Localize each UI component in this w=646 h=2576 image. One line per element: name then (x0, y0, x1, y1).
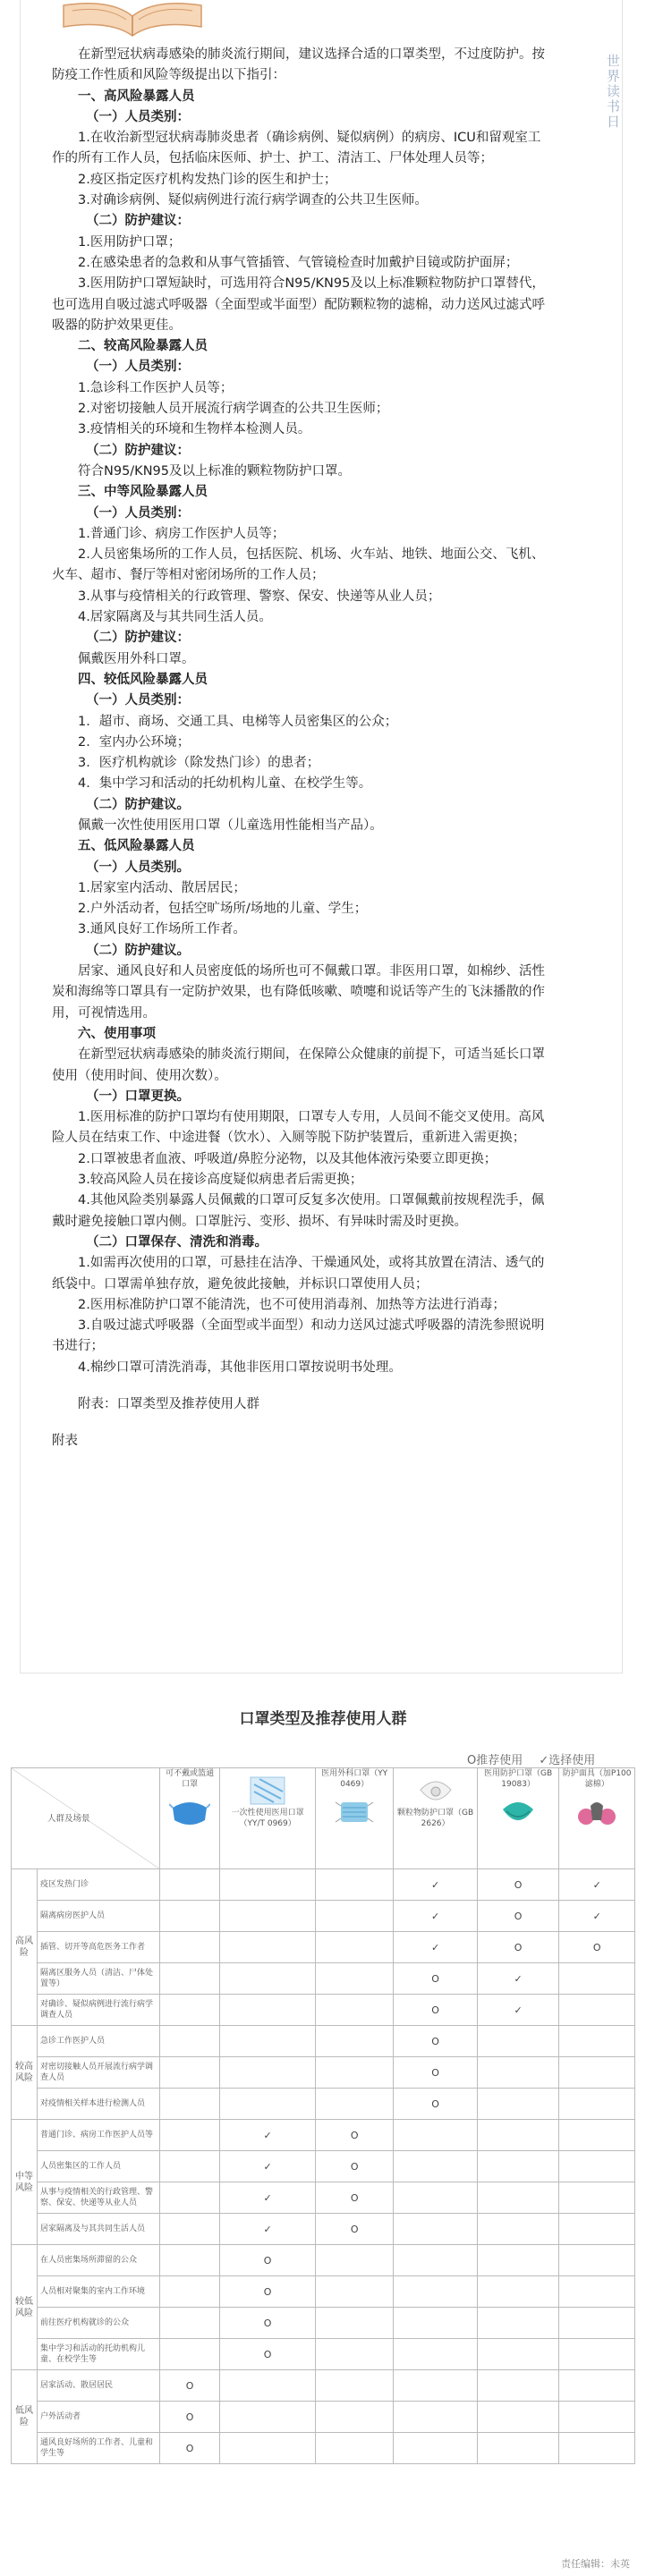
recommendation-mark (394, 2433, 477, 2464)
section-heading: 六、使用事项 (78, 1026, 156, 1041)
recommendation-mark: O (160, 2370, 220, 2402)
paragraph: 2.口罩被患者血液、呼吸道/鼻腔分泌物，以及其他体液污染要立即更换； (78, 1151, 497, 1166)
medical-mask-icon (497, 1795, 539, 1829)
recommendation-mark: O (316, 2214, 394, 2245)
table-row (12, 2402, 635, 2433)
table-row (12, 2433, 635, 2464)
scenario-label: 人员相对聚集的室内工作环境 (38, 2276, 160, 2308)
table-row (12, 2339, 635, 2370)
table-row (12, 2026, 635, 2057)
scenario-label: 人员密集区的工作人员 (38, 2151, 160, 2182)
recommendation-mark: O (394, 1963, 477, 1995)
paragraph: 佩戴医用外科口罩。 (78, 651, 195, 666)
risk-category: 较低风险 (12, 2245, 38, 2370)
blue-mask-icon (169, 1795, 210, 1829)
table-row (12, 2308, 635, 2339)
recommendation-mark: O (477, 1932, 559, 1963)
recommendation-mark: O (477, 1901, 559, 1932)
recommendation-mark: O (220, 2245, 316, 2276)
respirator-mask-icon (576, 1795, 617, 1829)
recommendation-mark (477, 2026, 559, 2057)
risk-category: 高风险 (12, 1869, 38, 2026)
paragraph: 2.人员密集场所的工作人员，包括医院、机场、火车站、地铁、地面公交、飞机、火车、超市、餐厅等相对密闭场所的工作人员； (52, 547, 545, 583)
section-heading: （一）人员类别： (86, 693, 190, 708)
recommendation-mark: ✓ (220, 2214, 316, 2245)
recommendation-mark: ✓ (559, 1869, 635, 1901)
recommendation-mark (559, 2120, 635, 2151)
recommendation-mark (316, 2402, 394, 2433)
column-header-n95: 颗粒物防护口罩（GB 2626） (394, 1768, 477, 1869)
recommendation-mark (316, 2026, 394, 2057)
section-heading: （二）口罩保存、清洗和消毒。 (86, 1234, 268, 1250)
recommendation-mark: O (316, 2151, 394, 2182)
scenario-label: 隔离病房医护人员 (38, 1901, 160, 1932)
paragraph: 3.自吸过滤式呼吸器（全面型或半面型）和动力送风过滤式呼吸器的清洗参照说明书进行； (52, 1318, 545, 1354)
paragraph: 3.通风良好工作场所工作者。 (78, 922, 246, 937)
recommendation-mark (394, 2370, 477, 2402)
recommendation-mark (160, 2276, 220, 2308)
table-row (12, 2245, 635, 2276)
column-header-respirator: 防护面具（加P100滤棉） (559, 1768, 635, 1869)
table-row (12, 1869, 635, 1901)
paragraph: 居家、通风良好和人员密度低的场所也可不佩戴口罩。非医用口罩，如棉纱、活性炭和海绵等口罩具有一定防护效果，也有降低咳嗽、喷嚏和说话等产生的飞沫播散的作用，可视情选用。 (52, 964, 545, 1021)
recommendation-mark (220, 1932, 316, 1963)
recommendation-mark (160, 2057, 220, 2089)
column-header-medical: 医用防护口罩（GB 19083） (477, 1768, 559, 1869)
recommendation-mark (160, 2120, 220, 2151)
book-decoration-icon (56, 0, 208, 38)
table-row (12, 2089, 635, 2120)
scenario-label: 对密切接触人员开展流行病学调查人员 (38, 2057, 160, 2089)
recommendation-mark (477, 2433, 559, 2464)
recommendation-mark (394, 2214, 477, 2245)
recommendation-mark (316, 2308, 394, 2339)
recommendation-mark: O (316, 2182, 394, 2214)
recommendation-mark (160, 2089, 220, 2120)
pack-mask-icon (247, 1774, 288, 1808)
recommendation-mark: O (394, 2057, 477, 2089)
recommendation-mark: ✓ (394, 1932, 477, 1963)
scenario-label: 普通门诊、病房工作医护人员等 (38, 2120, 160, 2151)
scenario-label: 户外活动者 (38, 2402, 160, 2433)
recommendation-mark (559, 2182, 635, 2214)
section-heading: （二）防护建议。 (86, 797, 190, 812)
recommendation-mark: O (316, 2120, 394, 2151)
section-heading: （二）防护建议： (86, 214, 190, 229)
recommendation-mark: O (394, 1995, 477, 2026)
paragraph: 4.居家隔离及与其共同生活人员。 (78, 610, 272, 625)
recommendation-mark (160, 1995, 220, 2026)
n95-mask-icon (415, 1774, 456, 1808)
recommendation-mark (316, 1901, 394, 1932)
paragraph: 1.医用标准的防护口罩均有使用期限，口罩专人专用，人员间不能交叉使用。高风险人员在结束工作、中途进餐（饮水）、入厕等脱下防护装置后，重新进入需更换； (52, 1110, 545, 1146)
column-header-blue: 可不戴或篮通口罩 (160, 1768, 220, 1869)
table-row (12, 1995, 635, 2026)
section-heading: （二）防护建议。 (86, 943, 190, 958)
paragraph: 1．超市、商场、交通工具、电梯等人员密集区的公众； (78, 714, 398, 729)
recommendation-mark (477, 2089, 559, 2120)
paragraph: 1.普通门诊、病房工作医护人员等； (78, 526, 285, 541)
recommendation-mark (160, 1901, 220, 1932)
section-heading: 五、低风险暴露人员 (78, 839, 195, 854)
table-row (12, 2151, 635, 2182)
mask-recommendation-table (11, 1767, 635, 2464)
recommendation-mark (220, 2089, 316, 2120)
recommendation-mark (316, 1869, 394, 1901)
section-heading: 三、中等风险暴露人员 (78, 485, 208, 500)
paragraph: 1.如需再次使用的口罩，可悬挂在洁净、干燥通风处，或将其放置在清洁、透气的纸袋中。口罩需单独存放，避免彼此接触，并标识口罩使用人员； (52, 1256, 545, 1292)
scenario-label: 插管、切开等高危医务工作者 (38, 1932, 160, 1963)
table-row (12, 1901, 635, 1932)
table-row (12, 1932, 635, 1963)
section-heading: （一）人员类别： (86, 360, 190, 375)
scenario-label: 从事与疫情相关的行政管理、警察、保安、快递等从业人员 (38, 2182, 160, 2214)
scenario-label: 在人员密集场所滞留的公众 (38, 2245, 160, 2276)
recommendation-mark: O (394, 2026, 477, 2057)
section-heading: 二、较高风险暴露人员 (78, 339, 208, 354)
recommendation-mark: ✓ (477, 1995, 559, 2026)
paragraph: 3.医用防护口罩短缺时，可选用符合N95/KN95及以上标准颗粒物防护口罩替代，也可选用自吸过滤式呼吸器（全面型或半面型）配防颗粒物的滤棉，动力送风过滤式呼吸器的防护效果更佳。 (52, 276, 545, 333)
column-header-pack: 一次性使用医用口罩（YY/T 0969） (220, 1768, 316, 1869)
table-row (12, 2182, 635, 2214)
section-heading: （一）人员类别： (86, 109, 190, 124)
recommendation-mark (477, 2120, 559, 2151)
paragraph: 3.从事与疫情相关的行政管理、警察、保安、快递等从业人员； (78, 589, 441, 604)
paragraph: 2.在感染患者的急救和从事气管插管、气管镜检查时加戴护目镜或防护面屏； (78, 255, 519, 270)
paragraph: 在新型冠状病毒感染的肺炎流行期间，建议选择合适的口罩类型，不过度防护。按防疫工作性质和风险等级提出以下指引： (52, 47, 545, 83)
recommendation-mark (160, 2214, 220, 2245)
paragraph: 在新型冠状病毒感染的肺炎流行期间，在保障公众健康的前提下，可适当延长口罩使用（使用时间、使用次数）。 (52, 1047, 545, 1083)
recommendation-mark (559, 2276, 635, 2308)
recommendation-mark (394, 2182, 477, 2214)
recommendation-mark (316, 2276, 394, 2308)
column-header-surgical: 医用外科口罩（YY 0469） (316, 1768, 394, 1869)
recommendation-mark (160, 2182, 220, 2214)
recommendation-mark: O (394, 2089, 477, 2120)
recommendation-mark (160, 1963, 220, 1995)
table-row (12, 2214, 635, 2245)
recommendation-mark (394, 2276, 477, 2308)
recommendation-mark: O (220, 2308, 316, 2339)
paragraph: 2.对密切接触人员开展流行病学调查的公共卫生医师； (78, 402, 389, 417)
recommendation-mark (559, 2245, 635, 2276)
recommendation-mark (316, 1932, 394, 1963)
table-row (12, 2370, 635, 2402)
recommendation-mark (316, 2057, 394, 2089)
scenario-label: 通风良好场所的工作者、儿童和学生等 (38, 2433, 160, 2464)
recommendation-mark: ✓ (220, 2151, 316, 2182)
risk-category: 低风险 (12, 2370, 38, 2464)
attachment-caption: 附表：口罩类型及推荐使用人群 (78, 1397, 259, 1411)
recommendation-mark (559, 2089, 635, 2120)
paragraph: 1.居家室内活动、散居居民； (78, 880, 246, 895)
section-heading: 四、较低风险暴露人员 (78, 672, 208, 687)
recommendation-mark (394, 2151, 477, 2182)
recommendation-mark (160, 1932, 220, 1963)
table-row (12, 2276, 635, 2308)
recommendation-mark (316, 1995, 394, 2026)
recommendation-mark (316, 1963, 394, 1995)
recommendation-mark (220, 1869, 316, 1901)
recommendation-mark (477, 2214, 559, 2245)
scenario-label: 隔离区服务人员（清洁、尸体处置等） (38, 1963, 160, 1995)
table-corner-header: 人群及场景 (12, 1768, 160, 1869)
surgical-mask-icon (334, 1795, 375, 1829)
attachment-label: 附表 (52, 1434, 78, 1449)
recommendation-mark (477, 2402, 559, 2433)
scenario-label: 居家隔离及与其共同生活人员 (38, 2214, 160, 2245)
recommendation-mark (160, 2026, 220, 2057)
paragraph: 4.棉纱口罩可清洗消毒，其他非医用口罩按说明书处理。 (78, 1360, 402, 1375)
paragraph: 2.疫区指定医疗机构发热门诊的医生和护士； (78, 172, 337, 187)
recommendation-mark: O (559, 1932, 635, 1963)
recommendation-mark (316, 2089, 394, 2120)
table-row (12, 2120, 635, 2151)
recommendation-mark: O (220, 2276, 316, 2308)
recommendation-mark (559, 2433, 635, 2464)
recommendation-mark (477, 2339, 559, 2370)
paragraph: 2.医用标准防护口罩不能清洗，也不可使用消毒剂、加热等方法进行消毒； (78, 1297, 506, 1312)
document-body (52, 45, 549, 1453)
recommendation-mark (559, 2057, 635, 2089)
scenario-label: 居家活动、散居居民 (38, 2370, 160, 2402)
recommendation-mark: ✓ (477, 1963, 559, 1995)
paragraph: 4．集中学习和活动的托幼机构儿童、在校学生等。 (78, 776, 372, 792)
paragraph: 3.较高风险人员在接诊高度疑似病患者后需更换； (78, 1173, 363, 1188)
recommendation-mark (559, 2026, 635, 2057)
recommendation-mark (394, 2245, 477, 2276)
recommendation-mark (160, 2339, 220, 2370)
recommendation-mark (394, 2120, 477, 2151)
paragraph: 4.其他风险类别暴露人员佩戴的口罩可反复多次使用。口罩佩戴前按规程洗手，佩戴时避免接触口罩内侧。口罩脏污、变形、损坏、有异味时需及时更换。 (52, 1193, 545, 1229)
recommendation-mark (220, 2433, 316, 2464)
recommendation-mark: ✓ (394, 1869, 477, 1901)
paragraph: 佩戴一次性使用医用口罩（儿童选用性能相当产品）。 (78, 818, 383, 833)
recommendation-mark (477, 2308, 559, 2339)
recommendation-mark: ✓ (220, 2120, 316, 2151)
recommendation-mark (559, 1995, 635, 2026)
section-heading: （一）人员类别： (86, 505, 190, 521)
recommendation-mark (477, 2370, 559, 2402)
recommendation-mark (316, 2339, 394, 2370)
paragraph: 3.对确诊病例、疑似病例进行流行病学调查的公共卫生医师。 (78, 193, 428, 208)
risk-category: 较高风险 (12, 2026, 38, 2120)
recommendation-mark (160, 2308, 220, 2339)
risk-category: 中等风险 (12, 2120, 38, 2245)
table-legend (467, 1750, 608, 1767)
recommendation-mark (394, 2308, 477, 2339)
scenario-label: 疫区发热门诊 (38, 1869, 160, 1901)
recommendation-mark (559, 2308, 635, 2339)
recommendation-mark (220, 2026, 316, 2057)
table-row (12, 2057, 635, 2089)
recommendation-mark (160, 2245, 220, 2276)
recommendation-mark (477, 2276, 559, 2308)
table-row (12, 1963, 635, 1995)
recommendation-mark (559, 2214, 635, 2245)
recommendation-mark (220, 2402, 316, 2433)
recommendation-mark: ✓ (394, 1901, 477, 1932)
recommendation-mark (316, 2370, 394, 2402)
section-heading: （一）口罩更换。 (86, 1089, 190, 1104)
paragraph: 符合N95/KN95及以上标准的颗粒物防护口罩。 (78, 463, 351, 479)
recommendation-mark (559, 1963, 635, 1995)
section-heading: （二）防护建议： (86, 443, 190, 458)
recommendation-mark (220, 2057, 316, 2089)
recommendation-mark (477, 2245, 559, 2276)
recommendation-mark: ✓ (220, 2182, 316, 2214)
recommendation-mark (559, 2370, 635, 2402)
paragraph: 2.户外活动者，包括空旷场所/场地的儿童、学生； (78, 902, 368, 917)
table-title: 口罩类型及推荐使用人群 (239, 1710, 407, 1728)
recommendation-mark (394, 2339, 477, 2370)
recommendation-mark (394, 2402, 477, 2433)
recommendation-mark (220, 1995, 316, 2026)
scenario-label: 对确诊、疑似病例进行流行病学调查人员 (38, 1995, 160, 2026)
recommendation-mark (160, 1869, 220, 1901)
paragraph: 3．医疗机构就诊（除发热门诊）的患者； (78, 756, 320, 771)
recommendation-mark: O (220, 2339, 316, 2370)
recommendation-mark (220, 1963, 316, 1995)
scenario-label: 对疫情相关样本进行检测人员 (38, 2089, 160, 2120)
recommendation-mark: O (477, 1869, 559, 1901)
paragraph: 1.医用防护口罩； (78, 234, 182, 250)
recommendation-mark (316, 2245, 394, 2276)
legend-optional: ✓选择使用 (539, 1754, 596, 1767)
recommendation-mark (220, 1901, 316, 1932)
recommendation-mark (559, 2339, 635, 2370)
recommendation-mark: O (160, 2433, 220, 2464)
side-title: 世界读书日 (605, 54, 621, 130)
legend-recommended: O推荐使用 (467, 1754, 523, 1767)
recommendation-mark (477, 2151, 559, 2182)
scenario-label: 集中学习和活动的托幼机构儿童、在校学生等 (38, 2339, 160, 2370)
editor-credit: 责任编辑：未英 (561, 2558, 630, 2570)
section-heading: 一、高风险暴露人员 (78, 89, 195, 104)
paragraph: 1.在收治新型冠状病毒肺炎患者（确诊病例、疑似病例）的病房、ICU和留观室工作的所有工作人员，包括临床医师、护士、护工、清洁工、尸体处理人员等； (52, 131, 541, 166)
section-heading: （一）人员类别。 (86, 860, 190, 875)
recommendation-mark (220, 2370, 316, 2402)
recommendation-mark: O (160, 2402, 220, 2433)
paragraph: 2．室内办公环境； (78, 734, 191, 750)
section-heading: （二）防护建议： (86, 631, 190, 646)
scenario-label: 前往医疗机构就诊的公众 (38, 2308, 160, 2339)
recommendation-mark (559, 2151, 635, 2182)
recommendation-mark (477, 2057, 559, 2089)
recommendation-mark: ✓ (559, 1901, 635, 1932)
recommendation-mark (559, 2402, 635, 2433)
paragraph: 3.疫情相关的环境和生物样本检测人员。 (78, 422, 311, 437)
paragraph: 1.急诊科工作医护人员等； (78, 380, 234, 395)
recommendation-mark (477, 2182, 559, 2214)
recommendation-mark (316, 2433, 394, 2464)
scenario-label: 急诊工作医护人员 (38, 2026, 160, 2057)
recommendation-mark (160, 2151, 220, 2182)
